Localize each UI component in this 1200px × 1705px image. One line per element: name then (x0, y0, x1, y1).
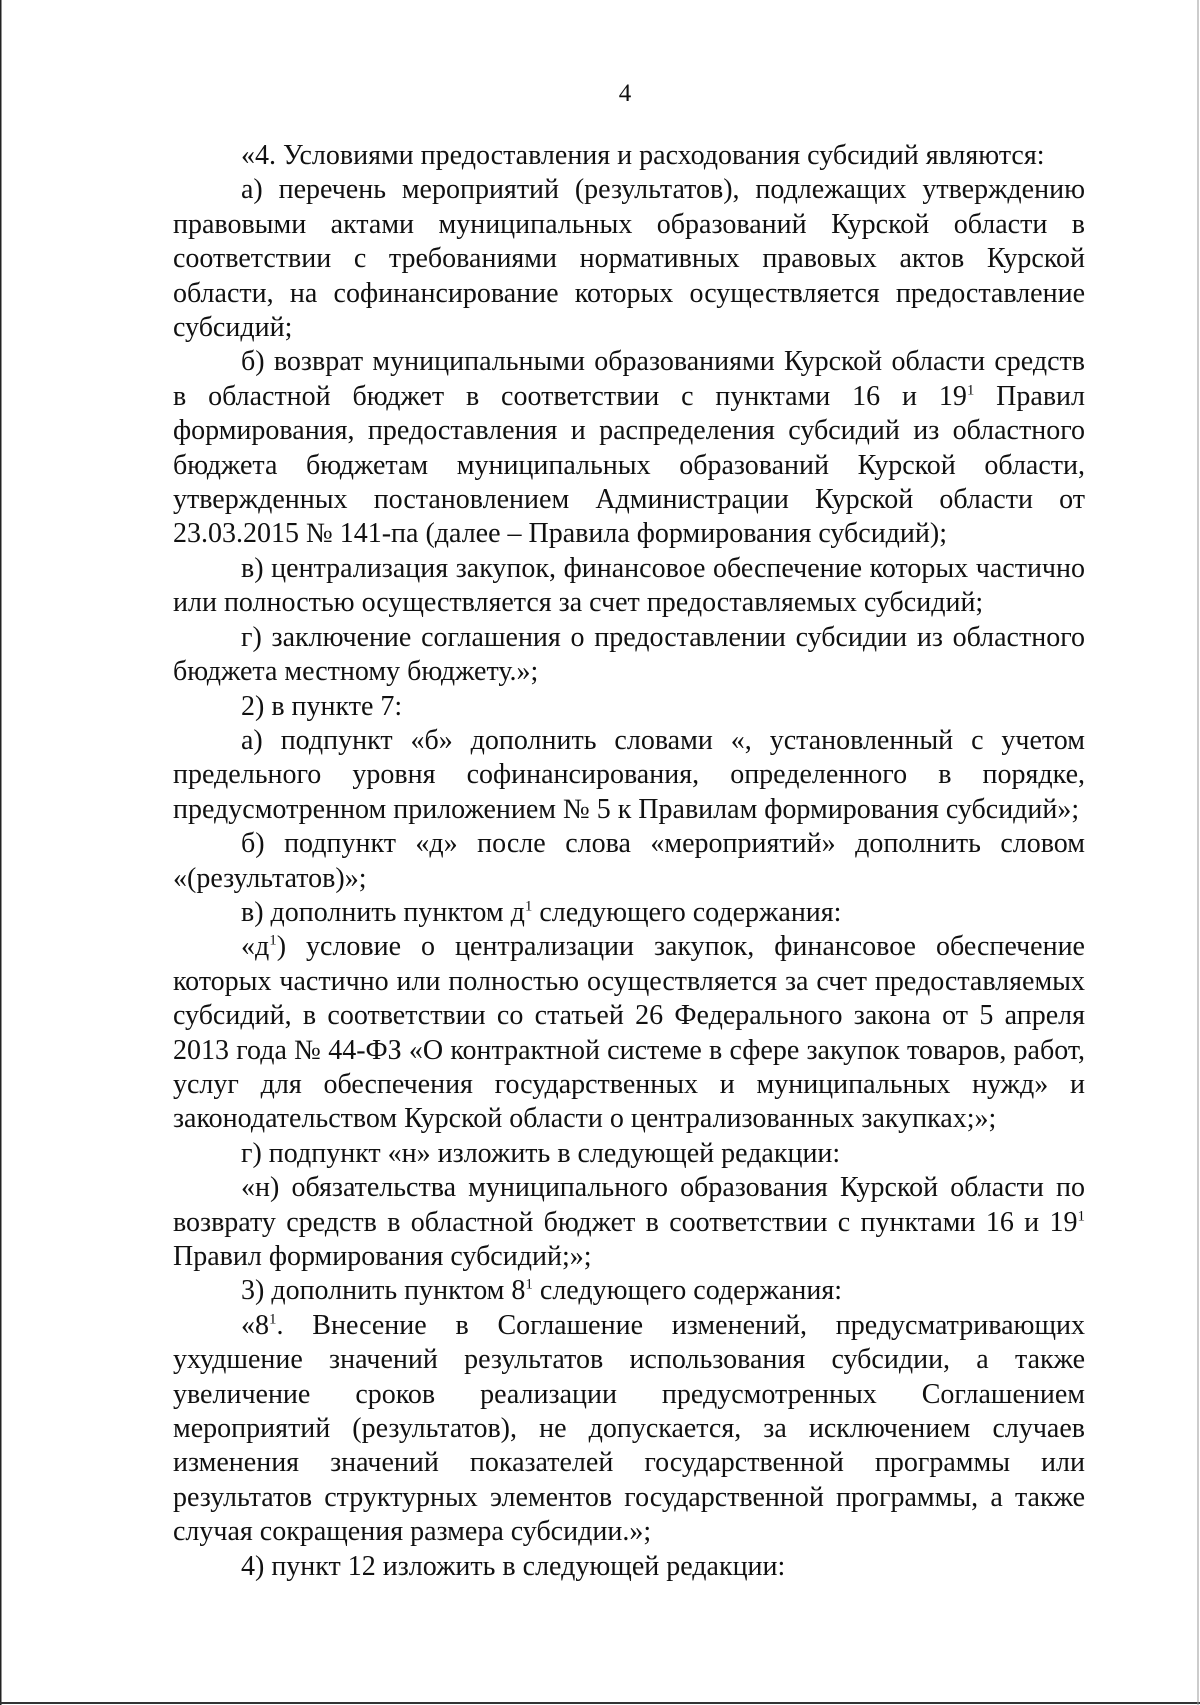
superscript: 1 (1077, 1208, 1085, 1225)
superscript: 1 (525, 1277, 533, 1294)
paragraph-conditions-heading: «4. Условиями предоставления и расходования субсидий являются: (241, 140, 1045, 171)
paragraph-item-d1: «$д^1$) условие о централизации закупок, финансовое обеспечение которых частично или полностью осуществляется за счет предоставляемых субсидий, в соответствии со статьей 26 Федерального закона от 5 апреля 2013 года № 44-ФЗ «О контрактной системе в сфере закупок товаров, работ, услуг для обеспечения государственных и муниципальных нужд» и законодательством Курской области о централизованных закупках;»; (173, 931, 1085, 1135)
paragraph-point-2-v: в) дополнить пунктом $д^1$ следующего содержания: (241, 896, 842, 928)
paragraph-point-3: 3) дополнить пунктом $8^1$ следующего содержания: (241, 1275, 842, 1307)
paragraph-item-n: «н) обязательства муниципального образования Курской области по возврату средств в областной бюджет в соответствии с пунктами 16 и $19^1$ Правил формирования субсидий;»; (173, 1172, 1085, 1272)
paragraph-point-4: 4) пункт 12 изложить в следующей редакции: (241, 1550, 786, 1582)
paragraph-point-2-a: а) подпункт «б» дополнить словами «, установленный с учетом предельного уровня софинансирования, определенного в порядке, предусмотренном приложением № 5 к Правилам формирования субсидий»; (173, 724, 1085, 825)
paragraph-item-8-1: «$8^1$. Внесение в Соглашение изменений, предусматривающих ухудшение значений результатов использования субсидии, а также увеличение сроков реализации предусмотренных Соглашением мероприятий (результатов), не допускается, за исключением случаев изменения значений показателей государственной программы или результатов структурных элементов государственной программы, а также случая сокращения размера субсидии.»; (173, 1309, 1085, 1548)
document-body (173, 139, 1085, 1584)
paragraph-point-2-b: б) подпункт «д» после слова «мероприятий» дополнить словом «(результатов)»; (173, 828, 1085, 894)
paragraph-item-a: а) перечень мероприятий (результатов), подлежащих утверждению правовыми актами муниципальных образований Курской области в соответствии с требованиями нормативных правовых актов Курской области, на софинансирование которых осуществляется предоставление субсидий; (173, 174, 1085, 344)
paragraph-item-b: б) возврат муниципальными образованиями Курской области средств в областной бюджет в соответствии с пунктами 16 и $19^1$ Правил формирования, предоставления и распределения субсидий из областного бюджета бюджетам муниципальных образований Курской области, утвержденных постановлением Администрации Курской области от 23.03.2015 № 141-па (далее – Правила формирования субсидий); (173, 346, 1086, 550)
superscript: 1 (269, 1311, 277, 1328)
superscript: 1 (966, 382, 975, 399)
superscript: 1 (269, 933, 277, 950)
superscript: 1 (524, 898, 533, 915)
paragraph-point-2: 2) в пункте 7: (241, 690, 403, 722)
paragraph-item-g: г) заключение соглашения о предоставлении субсидии из областного бюджета местному бюджету.»; (173, 621, 1085, 688)
page-number: 4 (618, 80, 632, 107)
paragraph-item-v: в) централизация закупок, финансовое обеспечение которых частично или полностью осуществляется за счет предоставляемых субсидий; (173, 552, 1085, 619)
paragraph-point-2-g: г) подпункт «н» изложить в следующей редакции: (241, 1137, 841, 1169)
